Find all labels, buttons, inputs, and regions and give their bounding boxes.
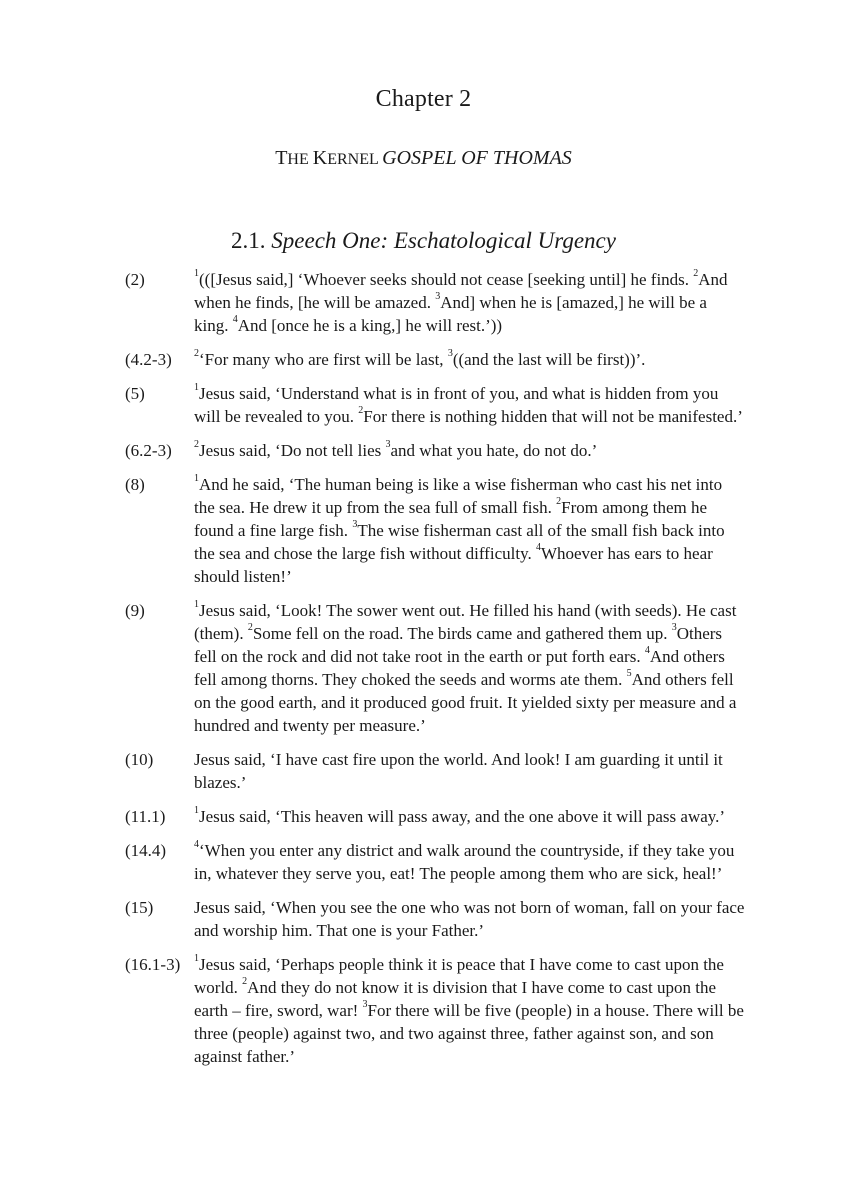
chapter-title-initial-k: K <box>312 147 328 169</box>
saying-entry <box>125 439 745 462</box>
saying-reference: (6.2-3) <box>125 441 172 460</box>
verse-text: Jesus said, ‘Understand what is in front of you, and what is hidden from you will be revealed to you. <box>194 384 719 426</box>
saying-reference: (5) <box>125 384 145 403</box>
saying-entry <box>125 268 745 337</box>
verse-number: 2 <box>194 439 199 450</box>
verse-text: ‘When you enter any district and walk around the countryside, if they take you in, whatever they serve you, eat! The people among them who are sick, heal!’ <box>194 841 735 883</box>
verse-text: Jesus said, ‘I have cast fire upon the world. And look! I am guarding it until it blazes.’ <box>194 750 723 792</box>
verse-text: For there is nothing hidden that will not be manifested.’ <box>363 407 743 426</box>
verse-text: and what you hate, do not do.’ <box>390 441 598 460</box>
verse-text: And] when he is [amazed,] he will be a king. <box>194 293 707 335</box>
saying-reference: (10) <box>125 750 154 769</box>
saying-text <box>194 805 745 828</box>
saying-text <box>194 268 745 337</box>
verse-number: 1 <box>194 268 199 279</box>
section-heading <box>0 228 847 254</box>
saying-entry <box>125 953 745 1068</box>
verse-number: 2 <box>247 622 253 633</box>
verse-number: 3 <box>671 622 677 633</box>
saying-text <box>194 473 745 588</box>
saying-reference: (14.4) <box>125 841 167 860</box>
verse-text: Jesus said, ‘Do not tell lies <box>199 441 386 460</box>
saying-entry <box>125 382 745 428</box>
verse-number: 4 <box>535 542 541 553</box>
saying-entry <box>125 839 745 885</box>
verse-number: 5 <box>626 668 632 679</box>
verse-number: 3 <box>362 999 368 1010</box>
saying-entry <box>125 348 745 371</box>
saying-text <box>194 896 745 942</box>
saying-reference: (11.1) <box>125 807 166 826</box>
verse-number: 3 <box>447 348 453 359</box>
verse-number: 1 <box>194 805 199 816</box>
verse-number: 1 <box>194 473 199 484</box>
verse-text: Whoever has ears to hear should listen!’ <box>194 544 713 586</box>
verse-text: And [once he is a king,] he will rest.’)) <box>237 316 503 335</box>
verse-text: The wise fisherman cast all of the small fish back into the sea and chose the large fish without difficulty. <box>194 521 725 563</box>
verse-number: 2 <box>693 268 699 279</box>
chapter-title-gospel: GOSPEL OF THOMAS <box>382 147 572 169</box>
saying-entry <box>125 805 745 828</box>
verse-number: 4 <box>194 839 199 850</box>
saying-reference: (9) <box>125 601 145 620</box>
saying-entry <box>125 896 745 942</box>
chapter-label: Chapter 2 <box>375 86 472 112</box>
verse-number: 1 <box>194 599 199 610</box>
saying-text <box>194 839 745 885</box>
chapter-title-kernel: ERNEL <box>327 151 383 168</box>
verse-number: 2 <box>358 405 364 416</box>
chapter-title-initial-t: T <box>275 147 288 169</box>
verse-number: 1 <box>194 382 199 393</box>
verse-text: And they do not know it is division that I have come to cast upon the earth – fire, sword, war! <box>194 978 717 1020</box>
verse-text: And others fell among thorns. They choked the seeds and worms ate them. <box>194 647 725 689</box>
verse-text: Others fell on the rock and did not take root in the earth or put forth ears. <box>194 624 723 666</box>
saying-text <box>194 599 745 737</box>
saying-text <box>194 348 745 371</box>
saying-text <box>194 439 745 462</box>
verse-text: And when he finds, [he will be amazed. <box>194 270 728 312</box>
verse-number: 3 <box>435 291 441 302</box>
saying-reference: (16.1-3) <box>125 955 181 974</box>
verse-text: ‘For many who are first will be last, <box>199 350 448 369</box>
verse-number: 3 <box>352 519 358 530</box>
saying-entry <box>125 473 745 588</box>
saying-reference: (8) <box>125 475 145 494</box>
saying-reference: (2) <box>125 270 145 289</box>
verse-number: 1 <box>194 953 199 964</box>
saying-entry <box>125 748 745 794</box>
verse-text: For there will be five (people) in a house. There will be three (people) against two, and two against three, father against son, and son against father.’ <box>194 1001 744 1066</box>
section-title: Speech One: Eschatological Urgency <box>271 228 616 253</box>
verse-text: ((and the last will be first))’. <box>452 350 646 369</box>
section-number: 2.1. <box>231 228 266 253</box>
verse-text: From among them he found a fine large fish. <box>194 498 708 540</box>
verse-text: And others fell on the good earth, and it produced good fruit. It yielded sixty per measure and a hundred and twenty per measure.’ <box>194 670 737 735</box>
saying-reference: (15) <box>125 898 154 917</box>
saying-text <box>194 953 745 1068</box>
verse-text: Jesus said, ‘Look! The sower went out. He filled his hand (with seeds). He cast (them). <box>194 601 737 643</box>
verse-number: 2 <box>556 496 562 507</box>
verse-number: 4 <box>232 314 238 325</box>
saying-text <box>194 382 745 428</box>
verse-text: (([Jesus said,] ‘Whoever seeks should not cease [seeking until] he finds. <box>199 270 694 289</box>
sayings-list <box>125 268 745 1079</box>
verse-text: Jesus said, ‘When you see the one who was not born of woman, fall on your face and worship him. That one is your Father.’ <box>194 898 745 940</box>
saying-reference: (4.2-3) <box>125 350 172 369</box>
verse-text: And he said, ‘The human being is like a wise fisherman who cast his net into the sea. He drew it up from the sea full of small fish. <box>194 475 723 517</box>
verse-number: 2 <box>194 348 199 359</box>
verse-text: Jesus said, ‘Perhaps people think it is peace that I have come to cast upon the world. <box>194 955 724 997</box>
saying-text <box>194 748 745 794</box>
chapter-title <box>0 147 847 170</box>
chapter-title-the: HE <box>287 151 313 168</box>
verse-number: 2 <box>242 976 248 987</box>
verse-number: 3 <box>385 439 391 450</box>
verse-text: Some fell on the road. The birds came and gathered them up. <box>252 624 672 643</box>
verse-text: Jesus said, ‘This heaven will pass away, and the one above it will pass away.’ <box>199 807 726 826</box>
verse-number: 4 <box>644 645 650 656</box>
saying-entry <box>125 599 745 737</box>
